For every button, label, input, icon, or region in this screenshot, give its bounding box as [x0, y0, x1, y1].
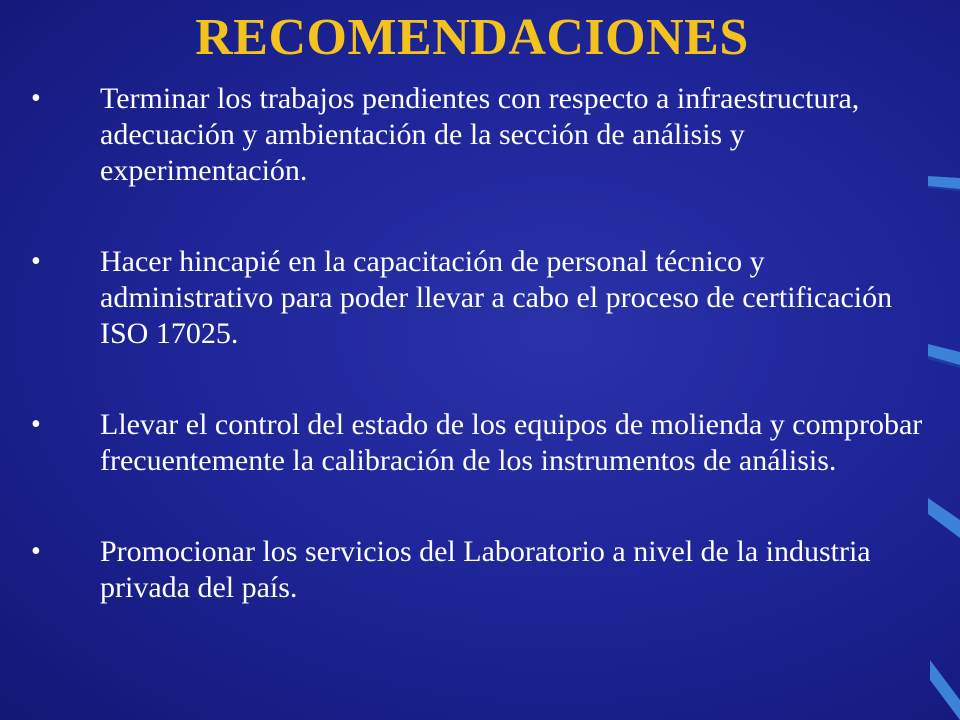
bullet-item — [0, 407, 940, 479]
bullet-text: Hacer hincapié en la capacitación de personal técnico y administrativo para poder llevar a cabo el proceso de certificación ISO 17025. — [100, 245, 893, 350]
bullet-marker: • — [31, 536, 41, 567]
bullet-text: Terminar los trabajos pendientes con respecto a infraestructura, adecuación y ambientación de la sección de análisis y experimentación. — [100, 82, 860, 187]
stripe-4 — [930, 660, 960, 720]
bullet-text: Promocionar los servicios del Laboratorio a nivel de la industria privada del país. — [100, 535, 871, 604]
bullet-item — [0, 244, 940, 352]
bullet-item — [0, 81, 940, 189]
bullet-marker: • — [31, 246, 41, 277]
bullet-marker: • — [31, 409, 41, 440]
bullet-list — [0, 81, 940, 661]
bullet-text: Llevar el control del estado de los equipos de molienda y comprobar frecuentemente la calibración de los instrumentos de análisis. — [100, 408, 923, 477]
bullet-item — [0, 534, 940, 606]
slide-title: RECOMENDACIONES — [195, 9, 749, 66]
bullet-marker: • — [31, 83, 41, 114]
